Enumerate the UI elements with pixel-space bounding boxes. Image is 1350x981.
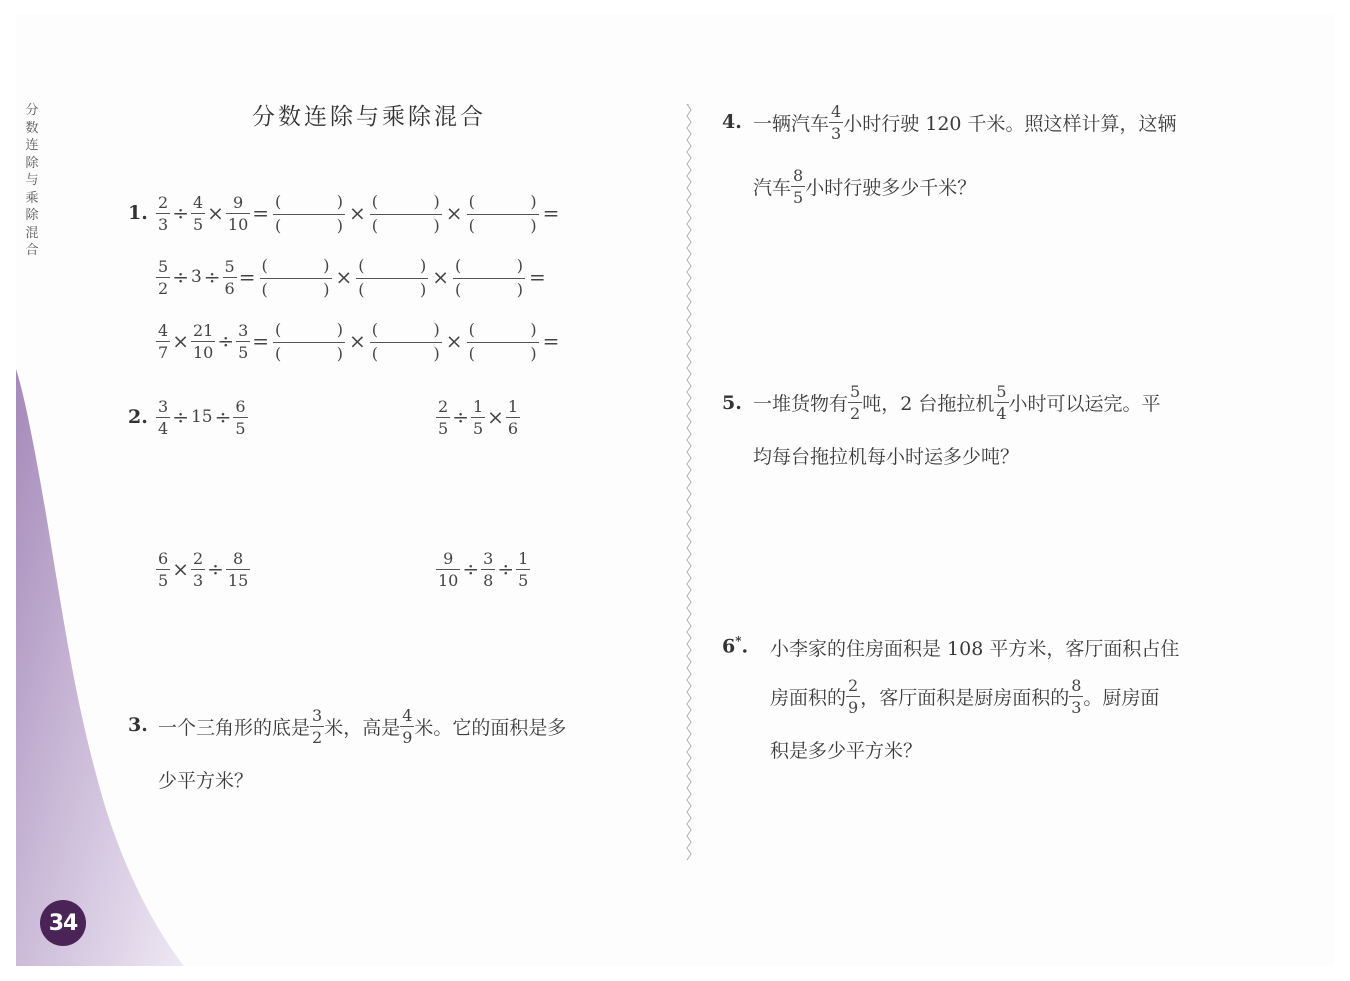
fraction: $\frac{6}{5}$ <box>235 396 246 438</box>
answer-blank-fraction[interactable]: ( ) ( ) <box>371 319 440 363</box>
q2-expression-b: $\frac{2}{5}$ ÷ $\frac{1}{5}$ × $\frac{1}{6}$ <box>438 396 519 438</box>
fraction: $\frac{2}{3}$ <box>192 548 204 590</box>
q1-row-1: $\frac{2}{3}$ ÷ $\frac{4}{5}$ × $\frac{9}{10}$ = ( ) ( ) × ( ) ( ) × ( ) ( ) = <box>158 191 560 235</box>
fraction: $\frac{9}{10}$ <box>227 192 249 234</box>
q3-line-2: 少平方米？ <box>158 770 254 792</box>
fraction: $\frac{5}{4}$ <box>996 381 1007 423</box>
q1-row-3: $\frac{4}{7}$ × $\frac{21}{10}$ ÷ $\frac{3}{5}$ = ( ) ( ) × ( ) ( ) × ( ) ( ) = <box>158 319 560 363</box>
q2-expression-c: $\frac{6}{5}$ × $\frac{2}{3}$ ÷ $\frac{8}{15}$ <box>158 548 249 590</box>
fraction: $\frac{5}{2}$ <box>850 381 861 423</box>
fraction: $\frac{3}{8}$ <box>483 548 494 590</box>
q1-row-2: $\frac{5}{2}$ ÷ 3 ÷ $\frac{5}{6}$ = ( ) ( ) × ( ) ( ) × ( ) ( ) = <box>158 255 546 299</box>
fraction: $\frac{3}{4}$ <box>158 396 169 438</box>
fraction: $\frac{8}{3}$ <box>1071 675 1082 717</box>
page-title: 分数连除与乘除混合 <box>252 104 486 130</box>
fraction: $\frac{4}{3}$ <box>831 101 842 143</box>
question-2-number: 2. <box>128 406 148 428</box>
fraction: $\frac{21}{10}$ <box>192 320 214 362</box>
fraction: $\frac{3}{5}$ <box>238 320 249 362</box>
answer-blank-fraction[interactable]: ( ) ( ) <box>275 319 344 363</box>
fraction: $\frac{9}{10}$ <box>438 548 459 590</box>
q5-line-2: 均每台拖拉机每小时运多少吨？ <box>753 446 1020 468</box>
q5-line-1: 一堆货物有 $\frac{5}{2}$ 吨，2 台拖拉机 $\frac{5}{4}$ 小时可以运完。平 <box>753 381 1161 423</box>
q6-line-1: 小李家的住房面积是 108 平方米，客厅面积占住 <box>770 638 1180 660</box>
q4-line-1: 一辆汽车 $\frac{4}{3}$ 小时行驶 120 千米。照这样计算，这辆 <box>753 101 1177 143</box>
question-3-number: 3. <box>128 714 148 736</box>
q4-line-2: 汽车 $\frac{8}{5}$ 小时行驶多少千米？ <box>753 165 977 207</box>
fraction: $\frac{2}{9}$ <box>848 675 859 717</box>
fraction: $\frac{3}{2}$ <box>312 705 323 747</box>
fraction: $\frac{5}{6}$ <box>224 256 235 298</box>
q6-line-3: 积是多少平方米？ <box>770 740 923 762</box>
answer-blank-fraction[interactable]: ( ) ( ) <box>468 191 537 235</box>
question-6-number: 6*. <box>722 634 749 658</box>
q6-line-2: 房面积的 $\frac{2}{9}$ ，客厅面积是厨房面积的 $\frac{8}{3}$ 。厨房面 <box>770 675 1160 717</box>
q2-expression-d: $\frac{9}{10}$ ÷ $\frac{3}{8}$ ÷ $\frac{1}{5}$ <box>438 548 529 590</box>
fraction: $\frac{5}{2}$ <box>158 256 169 298</box>
fraction: $\frac{8}{5}$ <box>793 165 804 207</box>
question-5-number: 5. <box>722 392 742 414</box>
answer-blank-fraction[interactable]: ( ) ( ) <box>455 255 524 299</box>
fraction: $\frac{2}{5}$ <box>438 396 449 438</box>
answer-blank-fraction[interactable]: ( ) ( ) <box>261 255 330 299</box>
answer-blank-fraction[interactable]: ( ) ( ) <box>468 319 537 363</box>
q2-expression-a: $\frac{3}{4}$ ÷ 15 ÷ $\frac{6}{5}$ <box>158 396 246 438</box>
decorative-wave-background <box>16 14 216 966</box>
fraction: $\frac{4}{7}$ <box>158 320 169 362</box>
fraction: $\frac{1}{6}$ <box>507 396 519 438</box>
question-1-number: 1. <box>128 202 148 224</box>
fraction: $\frac{1}{5}$ <box>518 548 529 590</box>
worksheet-page <box>16 14 1334 966</box>
wavy-divider-line <box>684 104 694 864</box>
answer-blank-fraction[interactable]: ( ) ( ) <box>358 255 427 299</box>
page-number-badge: 34 <box>40 900 86 946</box>
answer-blank-fraction[interactable]: ( ) ( ) <box>275 191 344 235</box>
fraction: $\frac{4}{5}$ <box>192 192 204 234</box>
fraction: $\frac{6}{5}$ <box>158 548 169 590</box>
sidebar-chapter-label: 分 数 连 除 与 乘 除 混 合 <box>25 103 39 258</box>
fraction: $\frac{4}{9}$ <box>402 705 413 747</box>
answer-blank-fraction[interactable]: ( ) ( ) <box>371 191 440 235</box>
fraction: $\frac{8}{15}$ <box>227 548 249 590</box>
fraction: $\frac{2}{3}$ <box>158 192 169 234</box>
question-4-number: 4. <box>722 111 742 133</box>
fraction: $\frac{1}{5}$ <box>472 396 484 438</box>
q3-line-1: 一个三角形的底是 $\frac{3}{2}$ 米，高是 $\frac{4}{9}$ 米。它的面积是多 <box>158 705 567 747</box>
